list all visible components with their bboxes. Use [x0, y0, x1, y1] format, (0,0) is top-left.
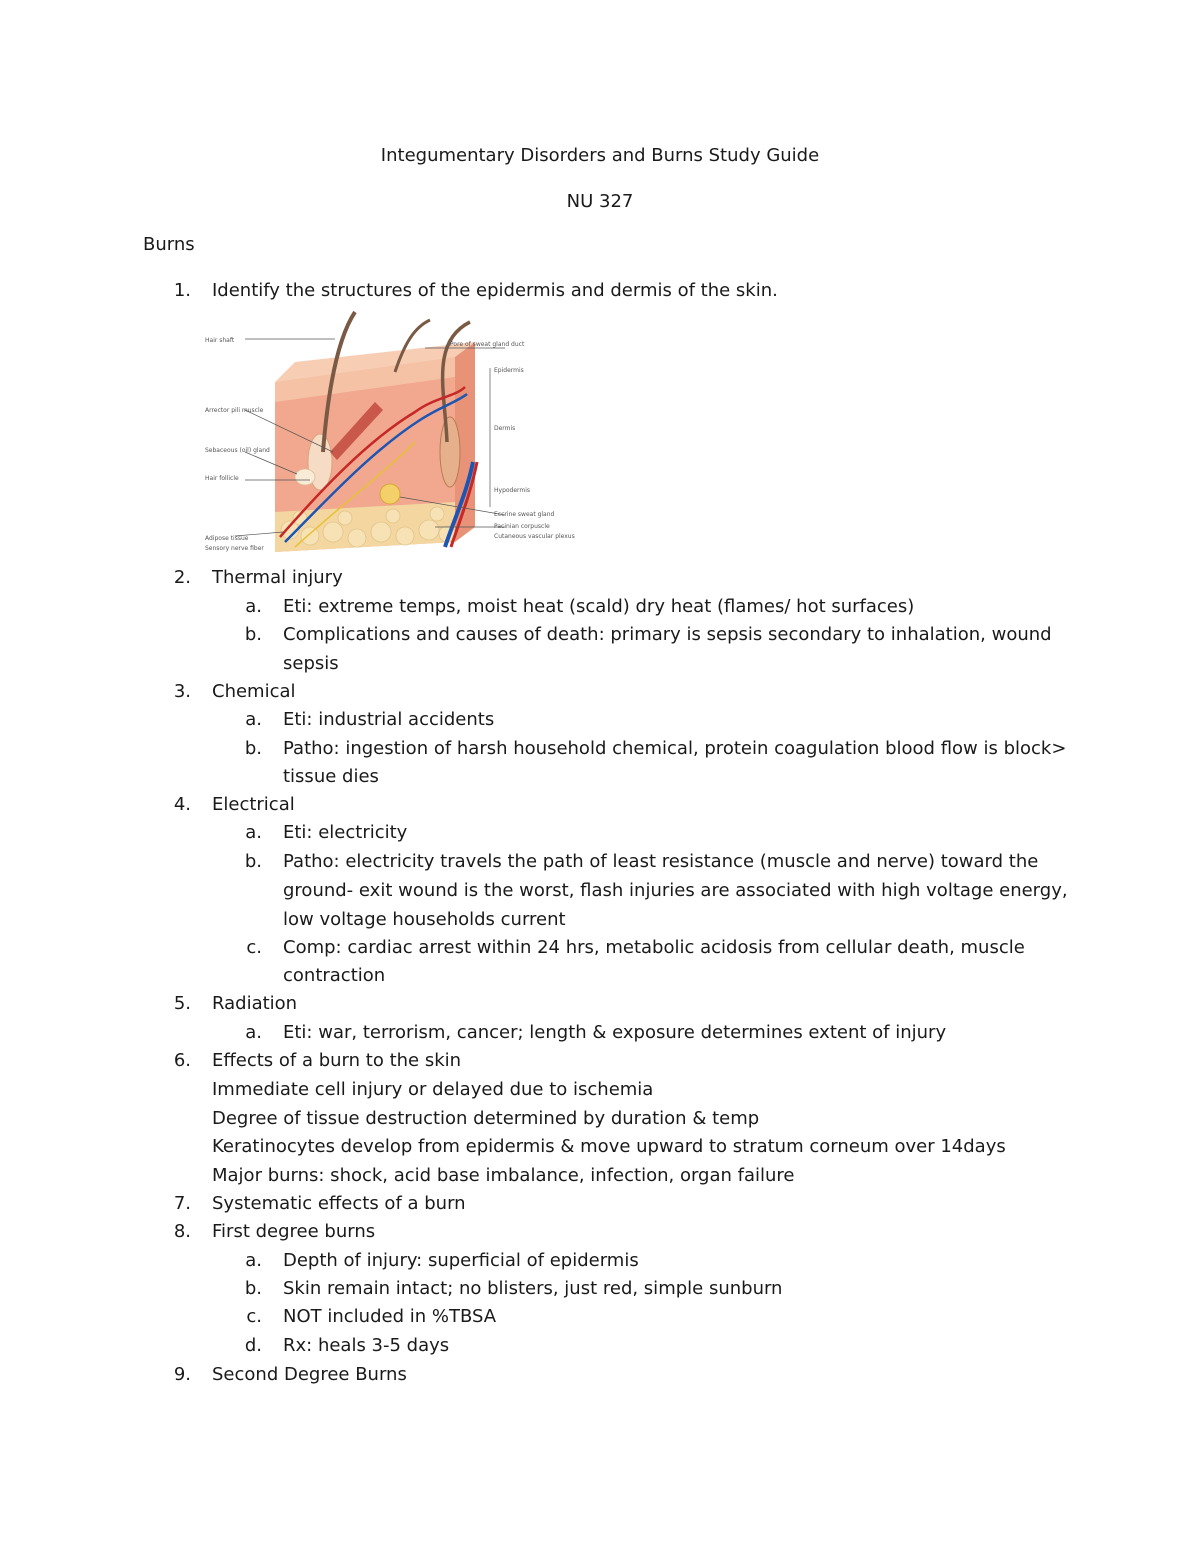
list-item: Eti: extreme temps, moist heat (scald) dry heat (flames/ hot surfaces) [283, 596, 915, 617]
list-letter: a. [245, 822, 262, 843]
list-number: 2. [173, 567, 191, 588]
list-item: Patho: electricity travels the path of least resistance (muscle and nerve) toward the [283, 851, 1039, 872]
label-epidermis: Epidermis [494, 367, 524, 374]
list-item: Comp: cardiac arrest within 24 hrs, metabolic acidosis from cellular death, muscle [283, 937, 1025, 958]
list-item: NOT included in %TBSA [283, 1306, 497, 1327]
list-item-continued: tissue dies [283, 766, 379, 787]
list-letter: a. [245, 1022, 262, 1043]
list-item: Systematic effects of a burn [212, 1193, 466, 1214]
list-letter: c. [246, 1306, 262, 1327]
list-item: Chemical [212, 681, 296, 702]
label-pacinian: Pacinian corpuscle [494, 523, 550, 530]
list-letter: b. [244, 738, 262, 759]
list-item-continued: Immediate cell injury or delayed due to ischemia [212, 1079, 654, 1100]
list-letter: a. [245, 596, 262, 617]
list-number: 4. [173, 794, 191, 815]
label-sebaceous-gland: Sebaceous (oil) gland [205, 447, 270, 454]
document-title: Integumentary Disorders and Burns Study Guide [380, 145, 820, 166]
label-hypodermis: Hypodermis [494, 487, 531, 494]
list-letter: c. [246, 937, 262, 958]
list-item: Skin remain intact; no blisters, just red, simple sunburn [283, 1278, 783, 1299]
label-hair-shaft: Hair shaft [205, 337, 235, 344]
section-heading: Burns [143, 234, 195, 255]
skin-structure-diagram [205, 302, 575, 556]
list-item: Complications and causes of death: primary is sepsis secondary to inhalation, wound [283, 624, 1052, 645]
list-item: Second Degree Burns [212, 1364, 407, 1385]
label-dermis: Dermis [494, 425, 516, 432]
list-item-continued: contraction [283, 965, 386, 986]
list-number: 7. [173, 1193, 191, 1214]
list-letter: a. [245, 709, 262, 730]
list-item-continued: Degree of tissue destruction determined by duration & temp [212, 1108, 760, 1129]
list-item: Thermal injury [212, 567, 343, 588]
list-item-continued: Keratinocytes develop from epidermis & move upward to stratum corneum over 14days [212, 1136, 1006, 1157]
list-number: 5. [173, 993, 191, 1014]
label-arrector-pili: Arrector pili muscle [205, 407, 264, 414]
list-number: 6. [173, 1050, 191, 1071]
list-item-continued: ground- exit wound is the worst, flash injuries are associated with high voltage energy, [283, 880, 1068, 901]
list-item: Depth of injury: superficial of epidermis [283, 1250, 639, 1271]
list-letter: b. [244, 1278, 262, 1299]
list-number: 1. [173, 280, 191, 301]
list-item: Eti: electricity [283, 822, 408, 843]
skin-diagram-svg [205, 302, 575, 556]
label-adipose-tissue: Adipose tissue [205, 535, 249, 542]
list-letter: a. [245, 1250, 262, 1271]
list-item: Eti: war, terrorism, cancer; length & exposure determines extent of injury [283, 1022, 947, 1043]
list-item: Identify the structures of the epidermis and dermis of the skin. [212, 280, 778, 301]
label-vascular-plexus: Cutaneous vascular plexus [494, 533, 575, 540]
list-number: 9. [173, 1364, 191, 1385]
list-letter: b. [244, 851, 262, 872]
list-item: Eti: industrial accidents [283, 709, 495, 730]
list-item: Rx: heals 3-5 days [283, 1335, 450, 1356]
label-sensory-nerve: Sensory nerve fiber [205, 545, 264, 552]
list-item: Effects of a burn to the skin [212, 1050, 462, 1071]
list-item-continued: sepsis [283, 653, 339, 674]
list-item-continued: low voltage households current [283, 909, 566, 930]
list-letter: b. [244, 624, 262, 645]
list-item: Electrical [212, 794, 295, 815]
label-eccrine-gland: Eccrine sweat gland [494, 511, 555, 518]
list-item: Patho: ingestion of harsh household chemical, protein coagulation blood flow is block> [283, 738, 1067, 759]
course-code: NU 327 [566, 191, 634, 212]
list-item-continued: Major burns: shock, acid base imbalance, infection, organ failure [212, 1165, 795, 1186]
label-sweat-pore: Pore of sweat gland duct [450, 341, 525, 348]
list-letter: d. [244, 1335, 262, 1356]
list-item: Radiation [212, 993, 298, 1014]
list-number: 8. [173, 1221, 191, 1242]
label-hair-follicle: Hair follicle [205, 475, 239, 482]
list-number: 3. [173, 681, 191, 702]
list-item: First degree burns [212, 1221, 376, 1242]
